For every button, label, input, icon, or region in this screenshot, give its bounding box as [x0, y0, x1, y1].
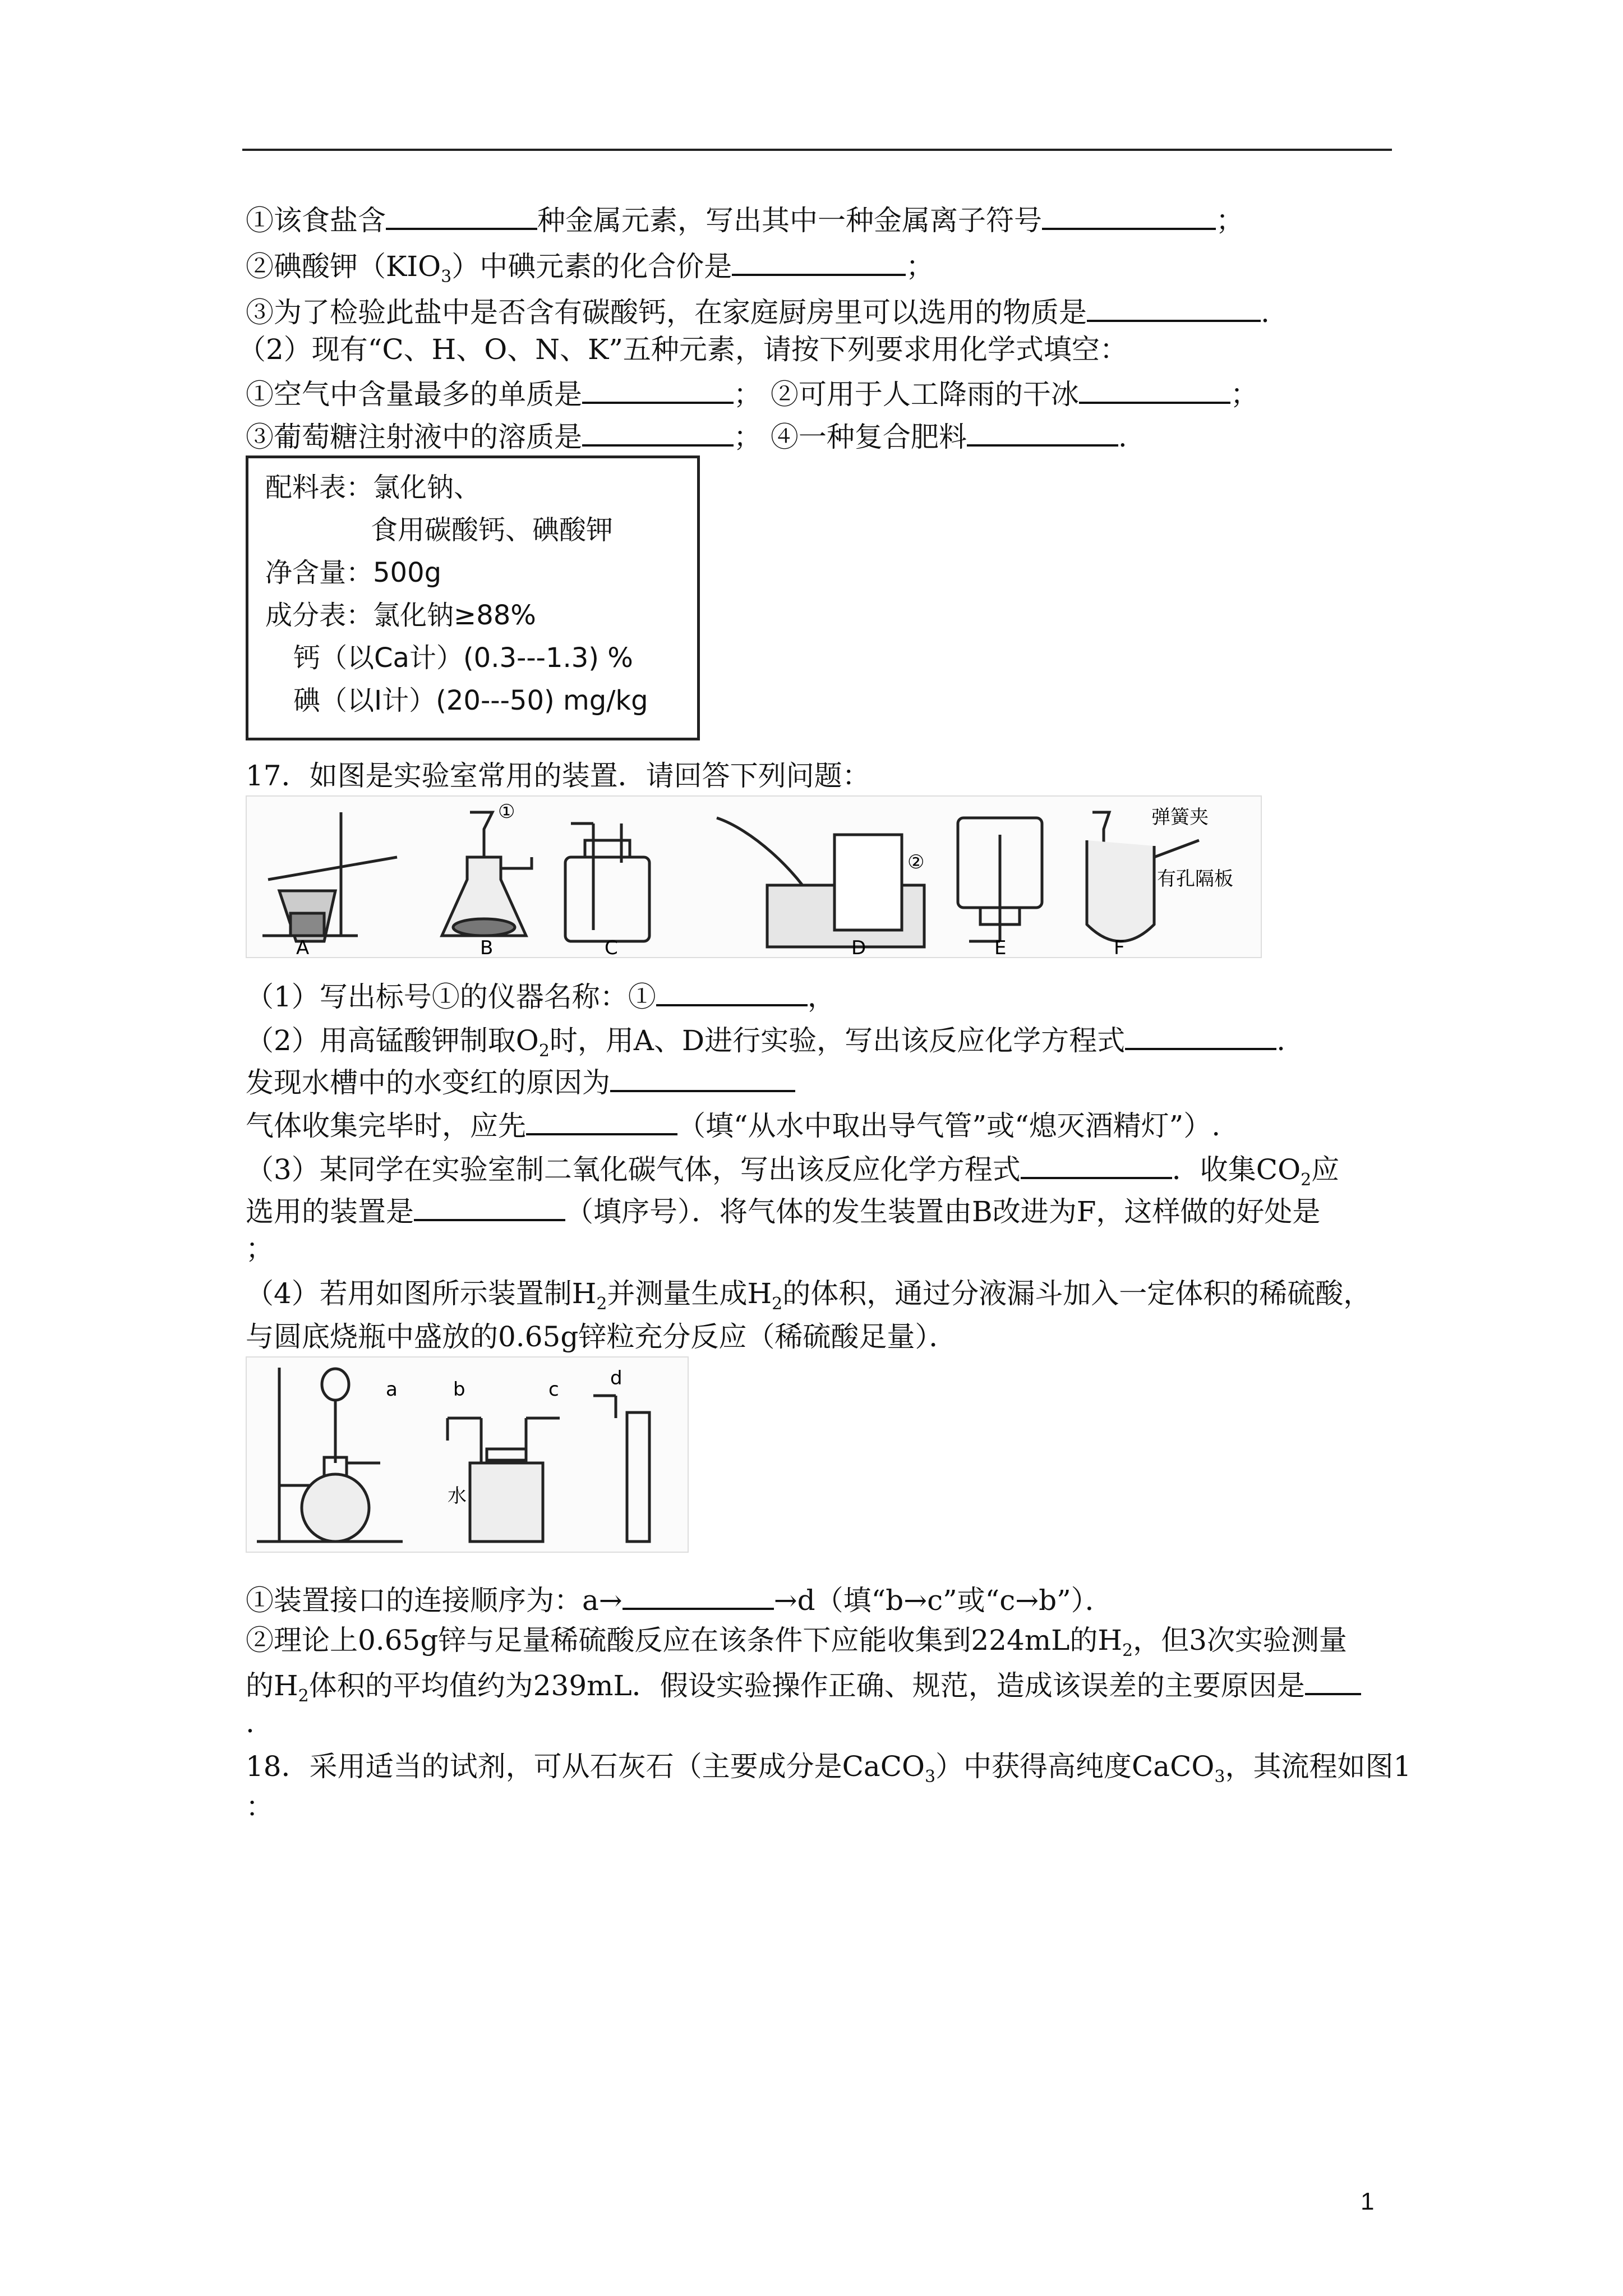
text: 应	[1311, 1153, 1340, 1186]
text: 种金属元素，写出其中一种金属离子符号	[537, 204, 1042, 237]
text: ；	[1216, 204, 1244, 237]
text: （2）现有“C、H、O、N、K”五种元素，请按下列要求用化学式填空：	[238, 333, 1128, 366]
text: ；	[246, 1232, 274, 1265]
text: ；	[1230, 378, 1258, 411]
answer-blank[interactable]	[1021, 1150, 1172, 1179]
answer-blank[interactable]	[386, 201, 537, 230]
subscript: 2	[772, 1294, 783, 1314]
text: ； ④一种复合肥料	[734, 421, 967, 453]
label-e: E	[994, 937, 1007, 958]
subscript: 3	[1214, 1767, 1225, 1787]
q17-title	[246, 758, 870, 793]
q16-line-6	[246, 417, 1127, 454]
text: ．收集CO	[1172, 1153, 1301, 1186]
text: ； ②可用于人工降雨的干冰	[734, 378, 1079, 411]
answer-blank[interactable]	[582, 375, 734, 404]
ingredient-row: 钙（以Ca计）(0.3---1.3) %	[293, 642, 633, 674]
ingredient-row: 成分表：氯化钠≥88%	[265, 600, 536, 631]
text: ①空气中含量最多的单质是	[246, 378, 582, 411]
text: 18．采用适当的试剂，可从石灰石（主要成分是CaCO	[246, 1750, 925, 1783]
text: ，	[807, 981, 836, 1013]
text: ①该食盐含	[246, 204, 386, 237]
text: 17．如图是实验室常用的装置．请回答下列问题：	[246, 760, 870, 792]
q17-line-9	[246, 1319, 957, 1354]
q17-line-2	[246, 1021, 1285, 1069]
text: （2）用高锰酸钾制取O	[246, 1024, 539, 1057]
text: ；	[906, 250, 934, 283]
q16-line-4	[238, 332, 1128, 367]
ingredient-row: 配料表：氯化钠、	[265, 472, 481, 503]
answer-blank[interactable]	[414, 1192, 565, 1221]
porous-plate-label: 有孔隔板	[1157, 868, 1233, 890]
page-number: 1	[1361, 2188, 1375, 2215]
text: ③为了检验此盐中是否含有碳酸钙，在家庭厨房里可以选用的物质是	[246, 296, 1087, 329]
port-d-label: d	[610, 1367, 623, 1389]
answer-blank[interactable]	[1079, 375, 1230, 404]
text: （4）若用如图所示装置制H	[246, 1277, 597, 1310]
q18-line-1	[246, 1749, 1411, 1795]
spring-clip-label: 弹簧夹	[1151, 806, 1209, 829]
ingredient-row: 净含量：500g	[265, 557, 442, 588]
answer-blank[interactable]	[1305, 1666, 1361, 1695]
text: 气体收集完毕时，应先	[246, 1110, 526, 1142]
q17-line-5	[246, 1150, 1339, 1198]
text: →d（填“b→c”或“c→b”）．	[773, 1584, 1113, 1617]
port-a-label: a	[386, 1378, 398, 1401]
marker-2: ②	[907, 851, 925, 873]
text: （3）某同学在实验室制二氧化碳气体，写出该反应化学方程式	[246, 1153, 1021, 1186]
q17-line-13	[246, 1705, 255, 1740]
text: 发现水槽中的水变红的原因为	[246, 1066, 610, 1099]
q17-line-1	[246, 977, 836, 1014]
water-label: 水	[448, 1485, 467, 1507]
text: ③葡萄糖注射液中的溶质是	[246, 421, 582, 453]
text: ②碘酸钾（KIO	[246, 250, 441, 283]
text: .	[246, 1706, 255, 1739]
marker-1: ①	[498, 800, 515, 823]
answer-blank[interactable]	[623, 1581, 774, 1610]
text: .	[1118, 421, 1127, 453]
text: 体积的平均值约为239mL．假设实验操作正确、规范，造成该误差的主要原因是	[308, 1669, 1305, 1702]
ingredient-label-box	[246, 455, 700, 740]
ingredient-row: 碘（以I计）(20---50) mg/kg	[293, 685, 648, 716]
text: 与圆底烧瓶中盛放的0.65g锌粒充分反应（稀硫酸足量）．	[246, 1320, 957, 1353]
label-b: B	[480, 937, 494, 958]
text: .	[1276, 1024, 1286, 1057]
text: （填“从水中取出导气管”或“熄灭酒精灯”）.	[677, 1110, 1221, 1142]
text: ①装置接口的连接顺序为：a→	[246, 1584, 623, 1617]
text: （1）写出标号①的仪器名称：①	[246, 981, 656, 1013]
text: ）中碘元素的化合价是	[451, 250, 732, 283]
text: ，其流程如图1	[1225, 1750, 1412, 1783]
subscript: 2	[1122, 1641, 1133, 1660]
ingredient-row: 食用碳酸钙、碘酸钾	[371, 514, 614, 546]
q18-line-2	[246, 1789, 274, 1824]
q17-line-6	[246, 1192, 1320, 1229]
subscript: 2	[1301, 1170, 1312, 1190]
answer-blank[interactable]	[967, 417, 1118, 447]
answer-blank[interactable]	[656, 977, 808, 1006]
q16-line-2	[246, 247, 934, 295]
answer-blank[interactable]	[1087, 293, 1261, 322]
answer-blank[interactable]	[1042, 201, 1216, 230]
answer-blank[interactable]	[582, 417, 734, 447]
text: 并测量生成H	[607, 1277, 772, 1310]
subscript: 3	[924, 1767, 936, 1787]
answer-blank[interactable]	[610, 1063, 795, 1092]
label-f: F	[1114, 937, 1125, 958]
text: 的体积，通过分液漏斗加入一定体积的稀硫酸，	[782, 1277, 1372, 1310]
q16-line-1	[246, 201, 1244, 238]
port-c-label: c	[548, 1378, 559, 1401]
q17-line-10	[246, 1581, 1113, 1618]
q17-line-7	[246, 1231, 274, 1266]
text: 选用的装置是	[246, 1195, 414, 1228]
apparatus-figure-a-d	[246, 1356, 689, 1553]
label-c: C	[605, 937, 618, 958]
q17-line-3	[246, 1063, 795, 1100]
subscript: 2	[538, 1041, 550, 1061]
port-b-label: b	[453, 1378, 465, 1401]
text: 时，用A、D进行实验，写出该反应化学方程式	[549, 1024, 1126, 1057]
label-d: D	[851, 937, 866, 958]
subscript: 2	[596, 1294, 607, 1314]
q16-line-3	[246, 293, 1270, 330]
text: ②理论上0.65g锌与足量稀硫酸反应在该条件下应能收集到224mL的H	[246, 1624, 1122, 1657]
label-a: A	[296, 937, 310, 958]
q17-line-12	[246, 1666, 1361, 1714]
q17-line-4	[246, 1106, 1220, 1143]
text: .	[1261, 296, 1270, 329]
header-rule	[242, 149, 1392, 151]
q16-line-5	[246, 375, 1258, 412]
text: ，但3次实验测量	[1133, 1624, 1347, 1657]
answer-blank[interactable]	[1125, 1021, 1276, 1050]
text: （填序号）．将气体的发生装置由B改进为F，这样做的好处是	[565, 1195, 1321, 1228]
text: 的H	[246, 1669, 298, 1702]
answer-blank[interactable]	[732, 247, 906, 276]
answer-blank[interactable]	[526, 1106, 677, 1135]
text: ）中获得高纯度CaCO	[935, 1750, 1215, 1783]
q17-line-8	[246, 1276, 1371, 1322]
subscript: 3	[441, 267, 452, 287]
q17-line-11	[246, 1623, 1347, 1668]
text: ：	[246, 1791, 274, 1823]
subscript: 2	[298, 1686, 309, 1706]
apparatus-figure-a-f	[246, 795, 1262, 958]
